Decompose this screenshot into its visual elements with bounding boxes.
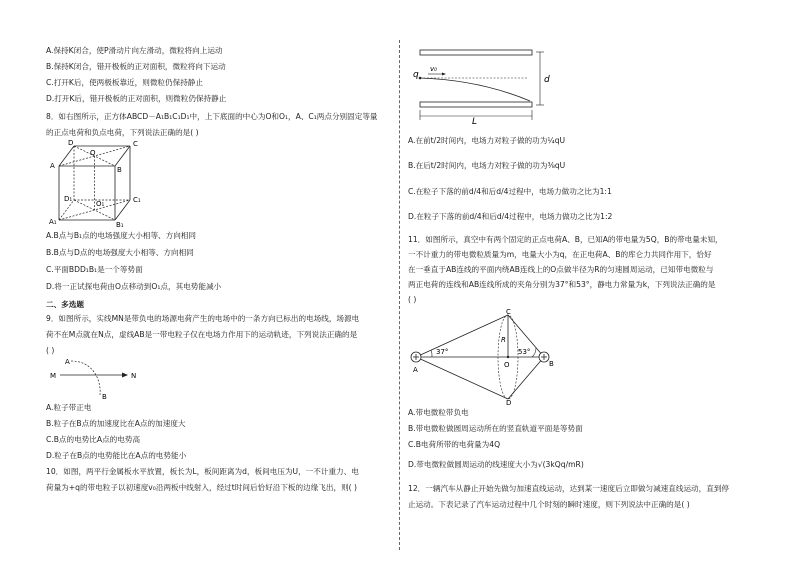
q9-option-b: B.粒子在B点的加速度比在A点的加速度大 bbox=[46, 419, 186, 428]
cube-label-b: B bbox=[117, 166, 122, 174]
q9-stem-line-1: 9．如图所示，实线MN是带负电的场源电荷产生的电场中的一条方向已标出的电场线，场源电 bbox=[46, 314, 360, 323]
right-column bbox=[408, 0, 753, 562]
field-line-figure bbox=[46, 355, 156, 401]
q10-option-d: D.在粒子下落的前d/4和后d/4过程中，电场力做功之比为1:2 bbox=[408, 212, 613, 221]
q11-stem-line-5: ( ) bbox=[408, 295, 417, 304]
cube-label-c1: C₁ bbox=[133, 196, 141, 204]
field-label-b: B bbox=[102, 393, 107, 401]
circle-label-o: O bbox=[504, 361, 510, 369]
plate-label-q: q bbox=[413, 70, 419, 80]
q8-option-c: C.平面BDD₁B₁是一个等势面 bbox=[46, 265, 143, 274]
column-divider bbox=[399, 40, 400, 550]
q10-option-a: A.在前t/2时间内，电场力对粒子做的功为¼qU bbox=[408, 136, 566, 145]
q11-option-a: A.带电微粒带负电 bbox=[408, 408, 469, 417]
plate-label-d: d bbox=[544, 75, 550, 85]
cube-label-o: O bbox=[90, 149, 96, 157]
circle-label-r: R bbox=[501, 336, 506, 344]
q11-stem-line-3: 在一垂直于AB连线的平面内绕AB连线上的O点做半径为R的匀速圆周运动，已知带电微粒与 bbox=[408, 265, 714, 274]
q9-option-d: D.粒子在B点的电势能比在A点的电势能小 bbox=[46, 451, 187, 460]
field-label-a: A bbox=[65, 358, 70, 366]
circle-label-37: 37° bbox=[436, 348, 449, 356]
q11-stem-line-2: 一不计重力的带电微粒质量为m，电量大小为q，在正电荷A、B的库仑力共同作用下，恰好 bbox=[408, 250, 712, 259]
section-multiple-choice-title: 二、多选题 bbox=[46, 300, 84, 309]
circle-label-d: D bbox=[506, 399, 512, 406]
q7-option-d: D.打开K后，错开极板的正对面积，则微粒仍保持静止 bbox=[46, 94, 227, 103]
q12-stem-line-2: 止运动。下表记录了汽车运动过程中几个时刻的瞬时速度，则下列说法中正确的是( ) bbox=[408, 500, 690, 509]
q11-option-c: C.B电荷所带的电荷量为4Q bbox=[408, 440, 501, 449]
plate-label-l: L bbox=[472, 117, 478, 126]
q10-stem-line-2: 荷量为+q的带电粒子以初速度v₀沿两板中线射入，经过t时间后恰好沿下板的边缘飞出，则( ) bbox=[46, 483, 358, 492]
q12-stem-line-1: 12．一辆汽车从静止开始先做匀加速直线运动，达到某一速度后立即做匀减速直线运动，直到停 bbox=[408, 484, 730, 493]
q11-option-b: B.带电微粒做圆周运动所在的竖直轨道平面是等势面 bbox=[408, 424, 583, 433]
q9-option-c: C.B点的电势比A点的电势高 bbox=[46, 435, 141, 444]
circle-label-a: A bbox=[413, 366, 418, 374]
q8-option-b: B.B点与D点的电场强度大小相等、方向相同 bbox=[46, 248, 194, 257]
q8-option-a: A.B点与B₁点的电场强度大小相等、方向相同 bbox=[46, 231, 197, 240]
q11-option-d: D.带电微粒做圆周运动的线速度大小为√(3kQq/mR) bbox=[408, 460, 584, 469]
q11-stem-line-4: 两正电荷的连线和AB连线所成的夹角分别为37°和53°，静电力常量为k，下列说法正确的是 bbox=[408, 280, 716, 289]
field-label-n: N bbox=[131, 372, 137, 380]
q10-option-c: C.在粒子下落的前d/4和后d/4过程中，电场力做功之比为1:1 bbox=[408, 187, 612, 196]
q11-stem-line-1: 11．如图所示，真空中有两个固定的正点电荷A、B，已知A的带电量为5Q，B的带电量未知， bbox=[408, 235, 723, 244]
cube-figure bbox=[46, 138, 146, 230]
q7-option-a: A.保持K闭合，使P滑动片向左滑动，微粒将向上运动 bbox=[46, 46, 223, 55]
q9-option-a: A.粒子带正电 bbox=[46, 403, 92, 412]
circular-motion-figure bbox=[408, 308, 568, 406]
cube-label-b1: B₁ bbox=[116, 221, 124, 229]
cube-label-a: A bbox=[50, 162, 55, 170]
cube-label-a1: A₁ bbox=[49, 218, 57, 226]
cube-label-c: C bbox=[133, 140, 138, 148]
q8-option-d: D.将一正试探电荷由O点移动到O₁点，其电势能减小 bbox=[46, 282, 222, 291]
circle-label-b: B bbox=[549, 360, 554, 368]
parallel-plates-figure bbox=[410, 44, 560, 126]
left-column bbox=[46, 0, 391, 562]
circle-label-53: 53° bbox=[518, 348, 531, 356]
q7-option-c: C.打开K后，使两极板靠近，则微粒仍保持静止 bbox=[46, 78, 203, 87]
q10-option-b: B.在后t/2时间内，电场力对粒子做的功为⅜qU bbox=[408, 161, 566, 170]
plate-label-v0: v₀ bbox=[430, 65, 437, 73]
q8-stem-line-1: 8．如右图所示，正方体ABCD－A₁B₁C₁D₁中，上下底面的中心为O和O₁，A、C₁两点分别固定等量 bbox=[46, 112, 378, 121]
q9-stem-line-3: ( ) bbox=[46, 346, 55, 355]
field-label-m: M bbox=[50, 372, 57, 380]
cube-label-d1: D₁ bbox=[64, 195, 73, 203]
cube-label-d: D bbox=[68, 139, 74, 147]
q9-stem-line-2: 荷不在M点就在N点，虚线AB是一带电粒子仅在电场力作用下的运动轨迹，下列说法正确的是 bbox=[46, 330, 358, 339]
q7-option-b: B.保持K闭合，错开极板的正对面积，微粒将向下运动 bbox=[46, 62, 226, 71]
q10-stem-line-1: 10．如图，两平行金属板水平放置，板长为L，板间距离为d，板间电压为U，一不计重力、电 bbox=[46, 467, 359, 476]
circle-label-c: C bbox=[506, 308, 511, 316]
q8-stem-line-2: 的正点电荷和负点电荷，下列说法正确的是( ) bbox=[46, 128, 199, 137]
cube-label-o1: O₁ bbox=[96, 200, 105, 208]
